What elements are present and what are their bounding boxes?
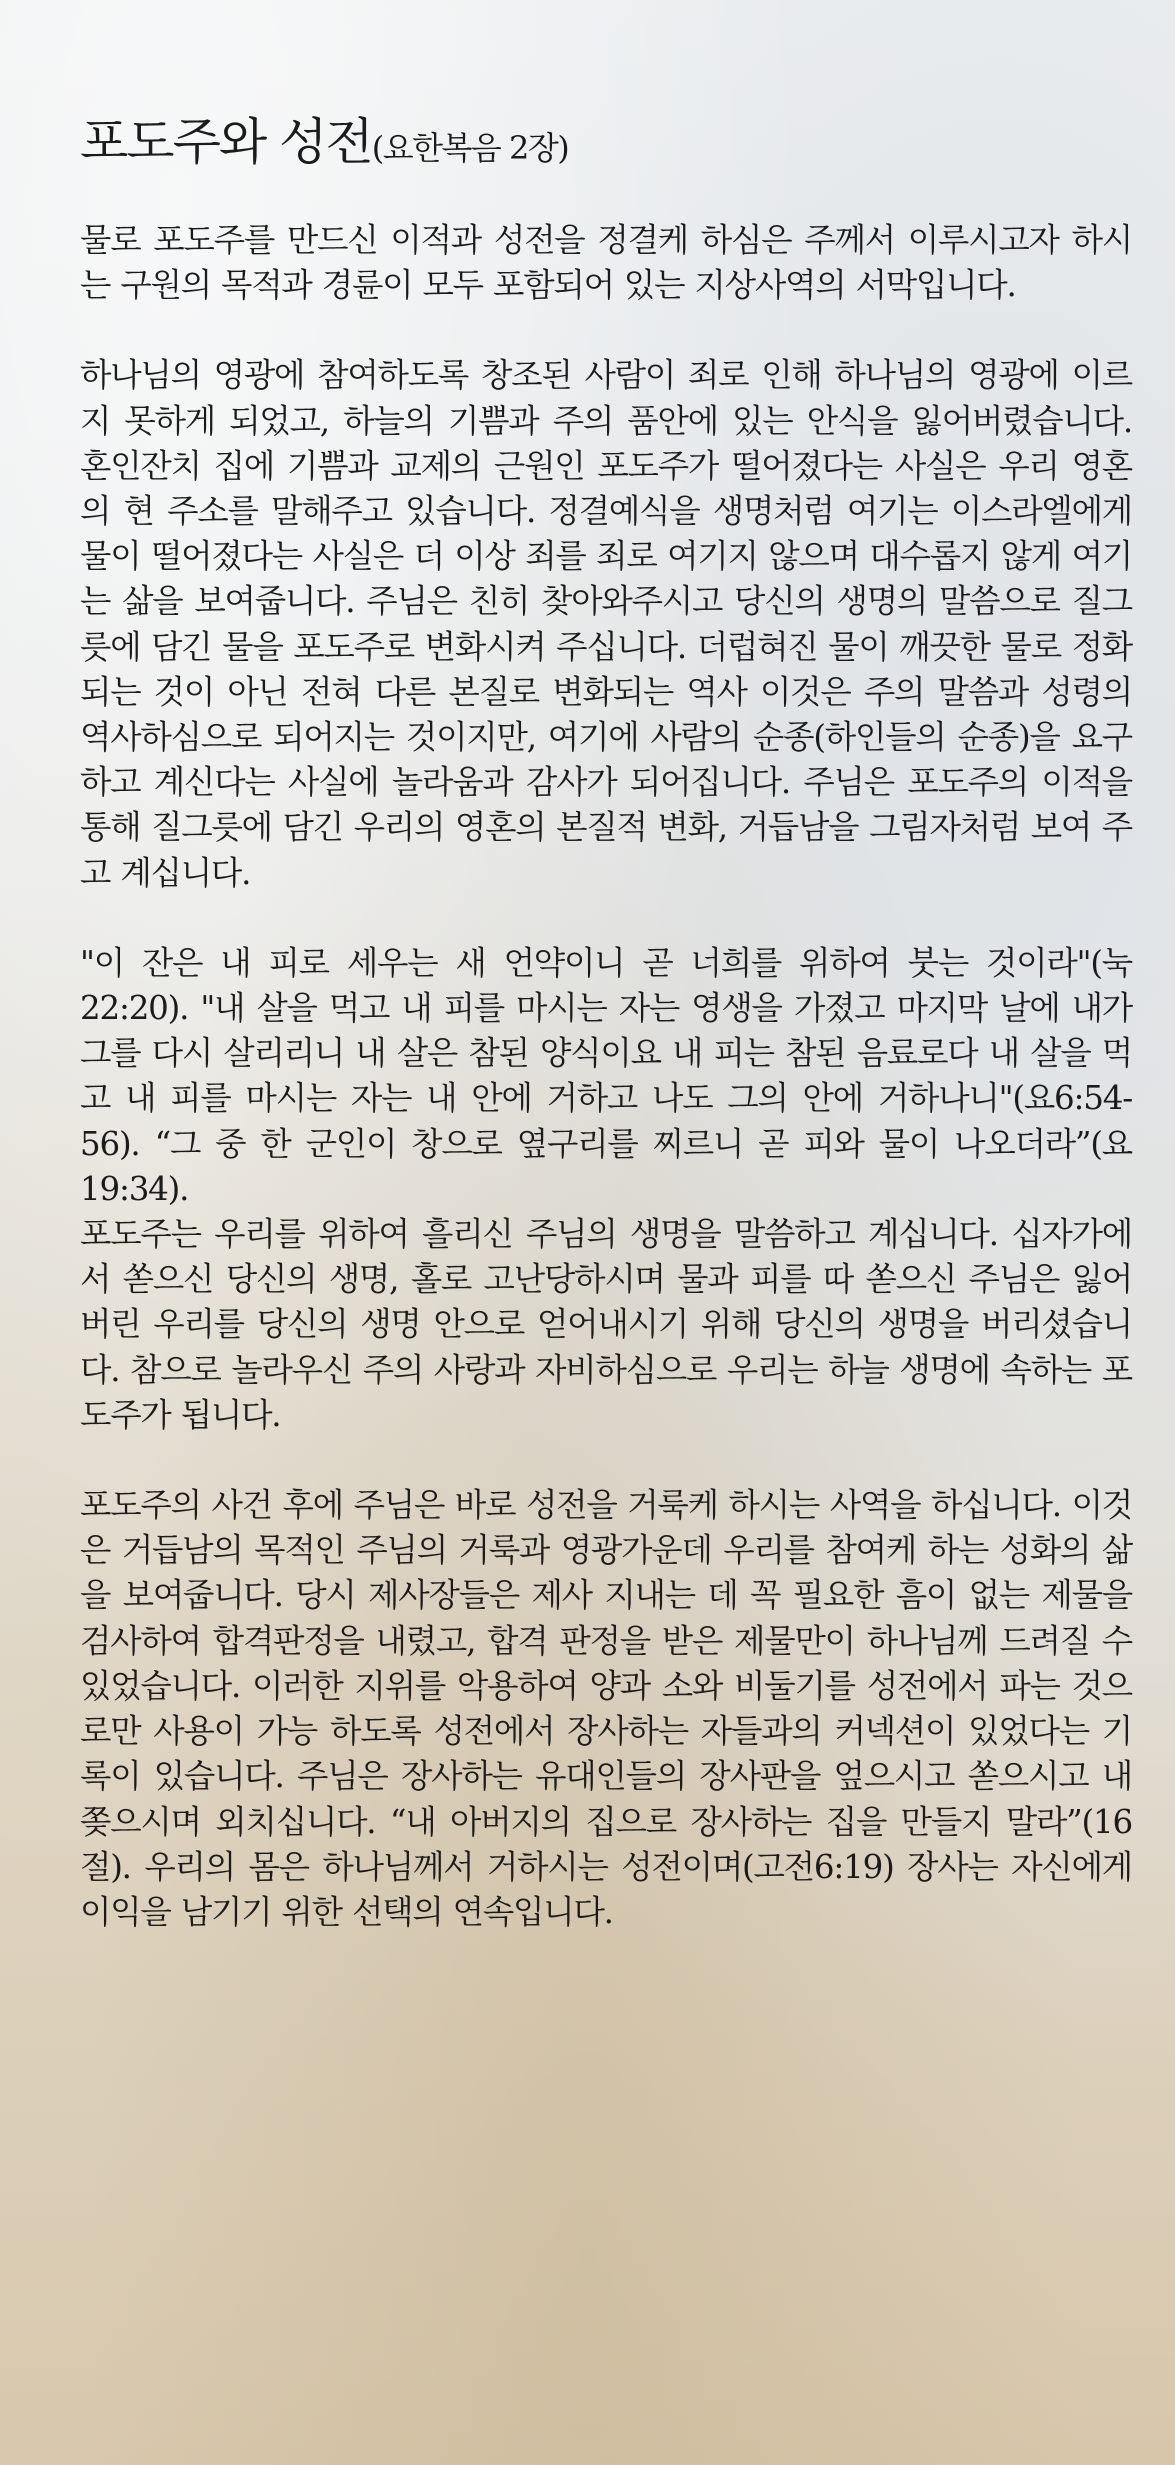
article-title [80,110,1132,180]
title-scripture-reference: (요한복음 2장) [371,129,569,167]
paragraph-gap [80,896,1132,941]
paragraph-gap [80,1438,1132,1483]
paragraph-gap [80,308,1132,353]
paragraph-intro: 물로 포도주를 만드신 이적과 성전을 정결케 하심은 주께서 이루시고자 하시는 구원의 목적과 경륜이 모두 포함되어 있는 지상사역의 서막입니다. [80,221,1132,305]
paragraph-wine-miracle: 하나님의 영광에 참여하도록 창조된 사람이 죄로 인해 하나님의 영광에 이르지 못하게 되었고, 하늘의 기쁨과 주의 품안에 있는 안식을 잃어버렸습니다. 혼인잔치 집에 기쁨과 교제의 근원인 포도주가 떨어졌다는 사실은 우리 영혼의 현 주소를 말해주고 있습니다. 정결예식을 생명처럼 여기는 이스라엘에게 물이 떨어졌다는 사실은 더 이상 죄를 죄로 여기지 않으며 대수롭지 않게 여기는 삶을 보여줍니다. 주님은 친히 찾아와주시고 당신의 생명의 말씀으로 질그릇에 담긴 물을 포도주로 변화시켜 주십니다. 더럽혀진 물이 깨끗한 물로 정화되는 것이 아닌 전혀 다른 본질로 변화되는 역사 이것은 주의 말씀과 성령의 역사하심으로 되어지는 것이지만, 여기에 사람의 순종(하인들의 순종)을 요구하고 계신다는 사실에 놀라움과 감사가 되어집니다. 주님은 포도주의 이적을 통해 질그릇에 담긴 우리의 영혼의 본질적 변화, 거듭남을 그림자처럼 보여 주고 계십니다. [80,356,1132,892]
paragraph-scripture-quotes: "이 잔은 내 피로 세우는 새 언약이니 곧 너희를 위하여 붓는 것이라"(눅22:20). "내 살을 먹고 내 피를 마시는 자는 영생을 가졌고 마지막 날에 내가 그를 다시 살리리니 내 살은 참된 양식이요 내 피는 참된 음료로다 내 살을 먹고 내 피를 마시는 자는 내 안에 거하고 나도 그의 안에 거하나니"(요6:54-56). “그 중 한 군인이 창으로 옆구리를 찌르니 곧 피와 물이 나오더라”(요19:34). [80,943,1132,1208]
paragraph-temple-cleansing: 포도주의 사건 후에 주님은 바로 성전을 거룩케 하시는 사역을 하십니다. 이것은 거듭남의 목적인 주님의 거룩과 영광가운데 우리를 참여케 하는 성화의 삶을 보여줍니다. 당시 제사장들은 제사 지내는 데 꼭 필요한 흠이 없는 제물을 검사하여 합격판정을 내렸고, 합격 판정을 받은 제물만이 하나님께 드려질 수 있었습니다. 이러한 지위를 악용하여 양과 소와 비둘기를 성전에서 파는 것으로만 사용이 가능 하도록 성전에서 장사하는 자들과의 커넥션이 있었다는 기록이 있습니다. 주님은 장사하는 유대인들의 장사판을 엎으시고 쏟으시고 내쫒으시며 외치십니다. “내 아버지의 집으로 장사하는 집을 만들지 말라”(16절). 우리의 몸은 하나님께서 거하시는 성전이며(고전6:19) 장사는 자신에게 이익을 남기기 위한 선택의 연속입니다. [80,1486,1132,1931]
paragraph-wine-meaning: 포도주는 우리를 위하여 흘리신 주님의 생명을 말씀하고 계십니다. 십자가에서 쏟으신 당신의 생명, 홀로 고난당하시며 물과 피를 따 쏟으신 주님은 잃어버린 우리를 당신의 생명 안으로 얻어내시기 위해 당신의 생명을 버리셨습니다. 참으로 놀라우신 주의 사랑과 자비하심으로 우리는 하늘 생명에 속하는 포도주가 됩니다. [80,1215,1132,1434]
devotional-article [80,110,1132,1935]
title-main: 포도주와 성전 [80,113,372,171]
